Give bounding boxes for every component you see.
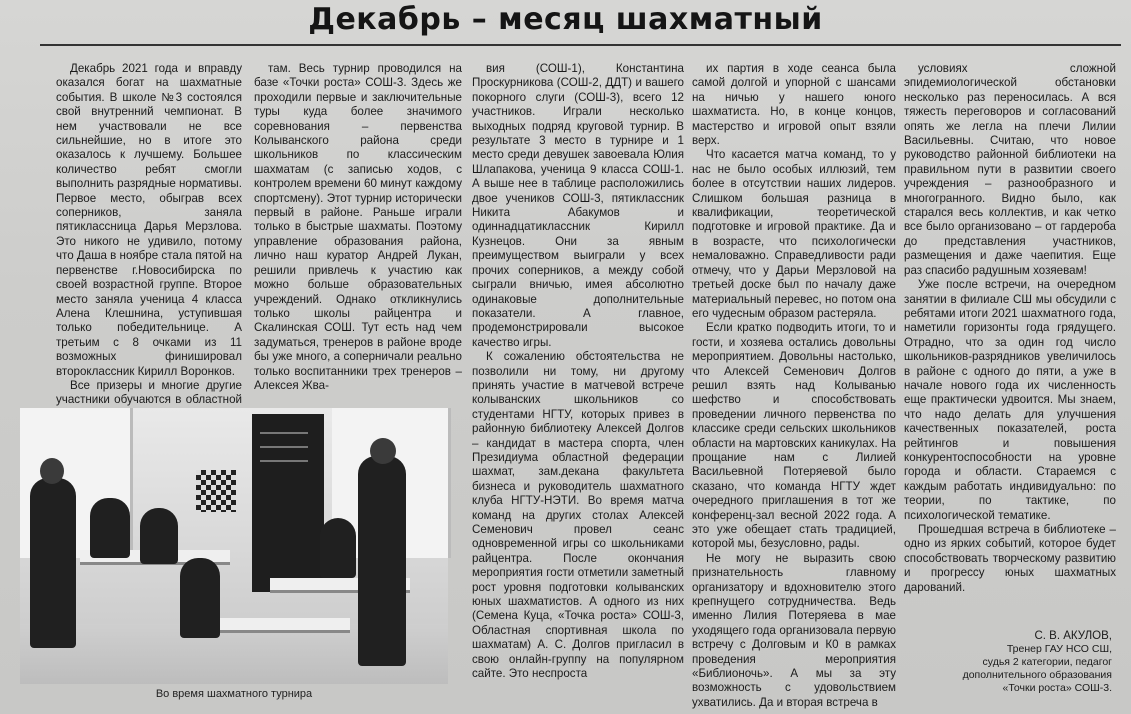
student (320, 518, 356, 578)
article-paragraph: К сожалению обстоятельства не позволили ни тому, ни другому принять участие в матчевой встрече колыванских школьников со студентами НГТУ, которых привез в районную библиотеку Алексей Долгов – кандидат в мастера спорта, член Президиума областной федерации шахмат, зам.декана факультета бизнеса и руководитель шахматного клуба НГТУ-НЭТИ. Во время матча команд на других столах Алексей Семенович провел сеанс одновременной игры со школьниками райцентра. После окончания мероприятия гости отметили заметный рост уровня подготовки колыванских юных шахматистов. А одного из них (Семена Куца, «Точка роста» СОШ-3, Областная спортивная школа по шахматам) А. С. Долгов пригласил в свою онлайн-группу на популярном сайте. Это неспроста (472, 350, 684, 681)
photo-caption: Во время шахматного турнира (155, 688, 313, 700)
chess-table (220, 618, 350, 633)
article-column-4 (692, 62, 896, 714)
title-rule (40, 44, 1121, 46)
wall-chessboard (196, 470, 236, 512)
article-paragraph: Прошедшая встреча в библиотеке – одно из ярких событий, которое будет способствовать творческому развитию и прогрессу юных шахматных дарований. (904, 523, 1116, 594)
head (40, 458, 64, 484)
student (140, 508, 178, 564)
chalkboard (252, 414, 324, 592)
author-role: дополнительного образования (962, 669, 1112, 681)
author-name: С. В. АКУЛОВ, (1034, 630, 1112, 642)
article-column-1 (56, 62, 243, 407)
article-paragraph: там. Весь турнир проводился на базе «Точки роста» СОШ-3. Здесь же проходили первые и заключительные туры куда более значимого соревнования – первенства Колыванского района среди школьников по классическим шахматам (с записью ходов, с контролем времени 60 минут каждому спортсмену). Этот турнир исторически первый в районе. Раньше играли только в быстрые шахматы. Поэтому управление образования района, лично наш куратор Андрей Лукан, решили привлечь к участию как можно больше образовательных учреждений. Однако откликнулись только школы райцентра и Скалинская СОШ. Тут есть над чем задуматься, тренеров в районе вроде бы уже много, а соперничали реально только воспитанники трех тренеров – Алексея Жва- (254, 62, 462, 392)
article-paragraph: Декабрь 2021 года и вправду оказался богат на шахматные события. В школе №3 состоялся свой внутренний чемпионат. В нем участвовали не все сильнейшие, но в итоге это оказалось к лучшему. Большее количество ребят смогли выполнить разрядные нормативы. Первое место, обыграв всех соперников, заняла пятиклассница Дарья Мерзлова. Это никого не удивило, потому что Даша в ноябре стала пятой на первенстве г.Новосибирска по своей возрастной группе. Второе место заняла ученица 4 класса Алена Клешнина, уступившая только победительнице. А третьим с 8 очками из 11 возможных финишировал второклассник Кирилл Воронков. (56, 62, 243, 378)
article-paragraph: Не могу не выразить свою признательность главному организатору и вдохновителю этого крепнущего сотрудничества. Ведь именно Лилия Потеряева в мае уходящего года организовала первую встречу с Долговым и К0 в рамках проведения мероприятия «Библионочь». А мы за эту возможность с удовольствием ухватились. Да и вторая встреча в (692, 551, 896, 709)
article-paragraph: Если кратко подводить итоги, то и гости, и хозяева остались довольны мероприятием. Довольны настолько, что Алексей Семенович Долгов решил взять над Колыванью шефство и способствовать проведении личного первенства по классике среди сельских школьников области на мартовских каникулах. На прощание нам с Лилией Васильевной Потеряевой было сказано, что команда НГТУ ждет очередного приглашения в тот же конференц-зал весной 2022 года. А это уже обещает стать традицией, которой мы, безусловно, рады. (692, 321, 896, 551)
standing-coach (358, 456, 406, 666)
article-paragraph: условиях сложной эпидемиологической обстановки несколько раз переносилась. А вся тяжесть переговоров и согласований опять же легла на плечи Лилии Васильевны. Считаю, что новое руководство районной библиотеки на правильном пути в развитии своего учреждения – разнообразного и многогранного. Видно было, как старался весь коллектив, и как четко все было организовано – от гардероба до представления участников, размещения и даже чаепития. Еще раз спасибо радушным хозяевам! (904, 62, 1116, 277)
article-column-2 (254, 62, 462, 402)
author-role: Тренер ГАУ НСО СШ, (1006, 643, 1112, 655)
article-column-3 (472, 62, 684, 714)
student (90, 498, 130, 558)
article-paragraph: Уже после встречи, на очередном занятии в филиале СШ мы обсудили с ребятами итоги 2021 шахматного года, наметили горизонты года грядущего. Отрадно, что за один год число школьников-разрядников увеличилось в районе с одного до пяти, а уже в начале нового года их численность еще практически удвоится. Мы знаем, что надо делать для улучшения качественных показателей, роста рейтингов и повышения конкурентоспособности на уровне города и области. Стараемся с каждым работать индивидуально: по теории, по тактике, по психологической тематике. (904, 278, 1116, 522)
article-paragraph: Что касается матча команд, то у нас не было особых иллюзий, тем более в отсутствии наших лидеров. Слишком большая разница в квалификации, теоретической подготовке и игровой практике. Да и в возрасте, что психологически немаловажно. Справедливости ради отмечу, что у Дарьи Мерзловой на третьей доске был по началу даже материальный перевес, но потом она его чудесным образом растеряла. (692, 148, 896, 320)
article-paragraph: их партия в ходе сеанса была самой долгой и упорной с шансами на ничью у нашего юного шахматиста. Но, в конце концов, мастерство и игровой опыт взяли верх. (692, 62, 896, 148)
article-paragraph: Все призеры и многие другие участники обучаются в областной (56, 378, 242, 407)
author-role: судья 2 категории, педагог (982, 656, 1112, 668)
author-role: «Точки роста» СОШ-3. (1002, 682, 1112, 694)
standing-adult (30, 478, 76, 648)
tournament-photo (20, 408, 448, 684)
head (370, 438, 396, 464)
article-title: Декабрь – месяц шахматный (308, 2, 823, 37)
student (180, 558, 220, 638)
article-column-5 (904, 62, 1116, 640)
article-paragraph: вия (СОШ-1), Константина Проскурникова (СОШ-2, ДДТ) и вашего покорного слуги (СОШ-3), всего 12 участников. Играли несколько выходных подряд круговой турнир. В результате 3 место в турнире и 1 место среди девушек завоевала Юлия Шлапакова, ученица 9 класса СОШ-1. А выше нее в таблице расположились двое учеников СОШ-3, пятиклассник Никита Абакумов и одиннадцатиклассник Кирилл Кузнецов. Они за явным преимуществом выиграли у всех прочих соперников, а между собой сыграли вничью, имея абсолютно одинаковые дополнительные показатели. А главное, продемонстрировали высокое качество игры. (472, 62, 684, 349)
author-signature (912, 630, 1112, 695)
